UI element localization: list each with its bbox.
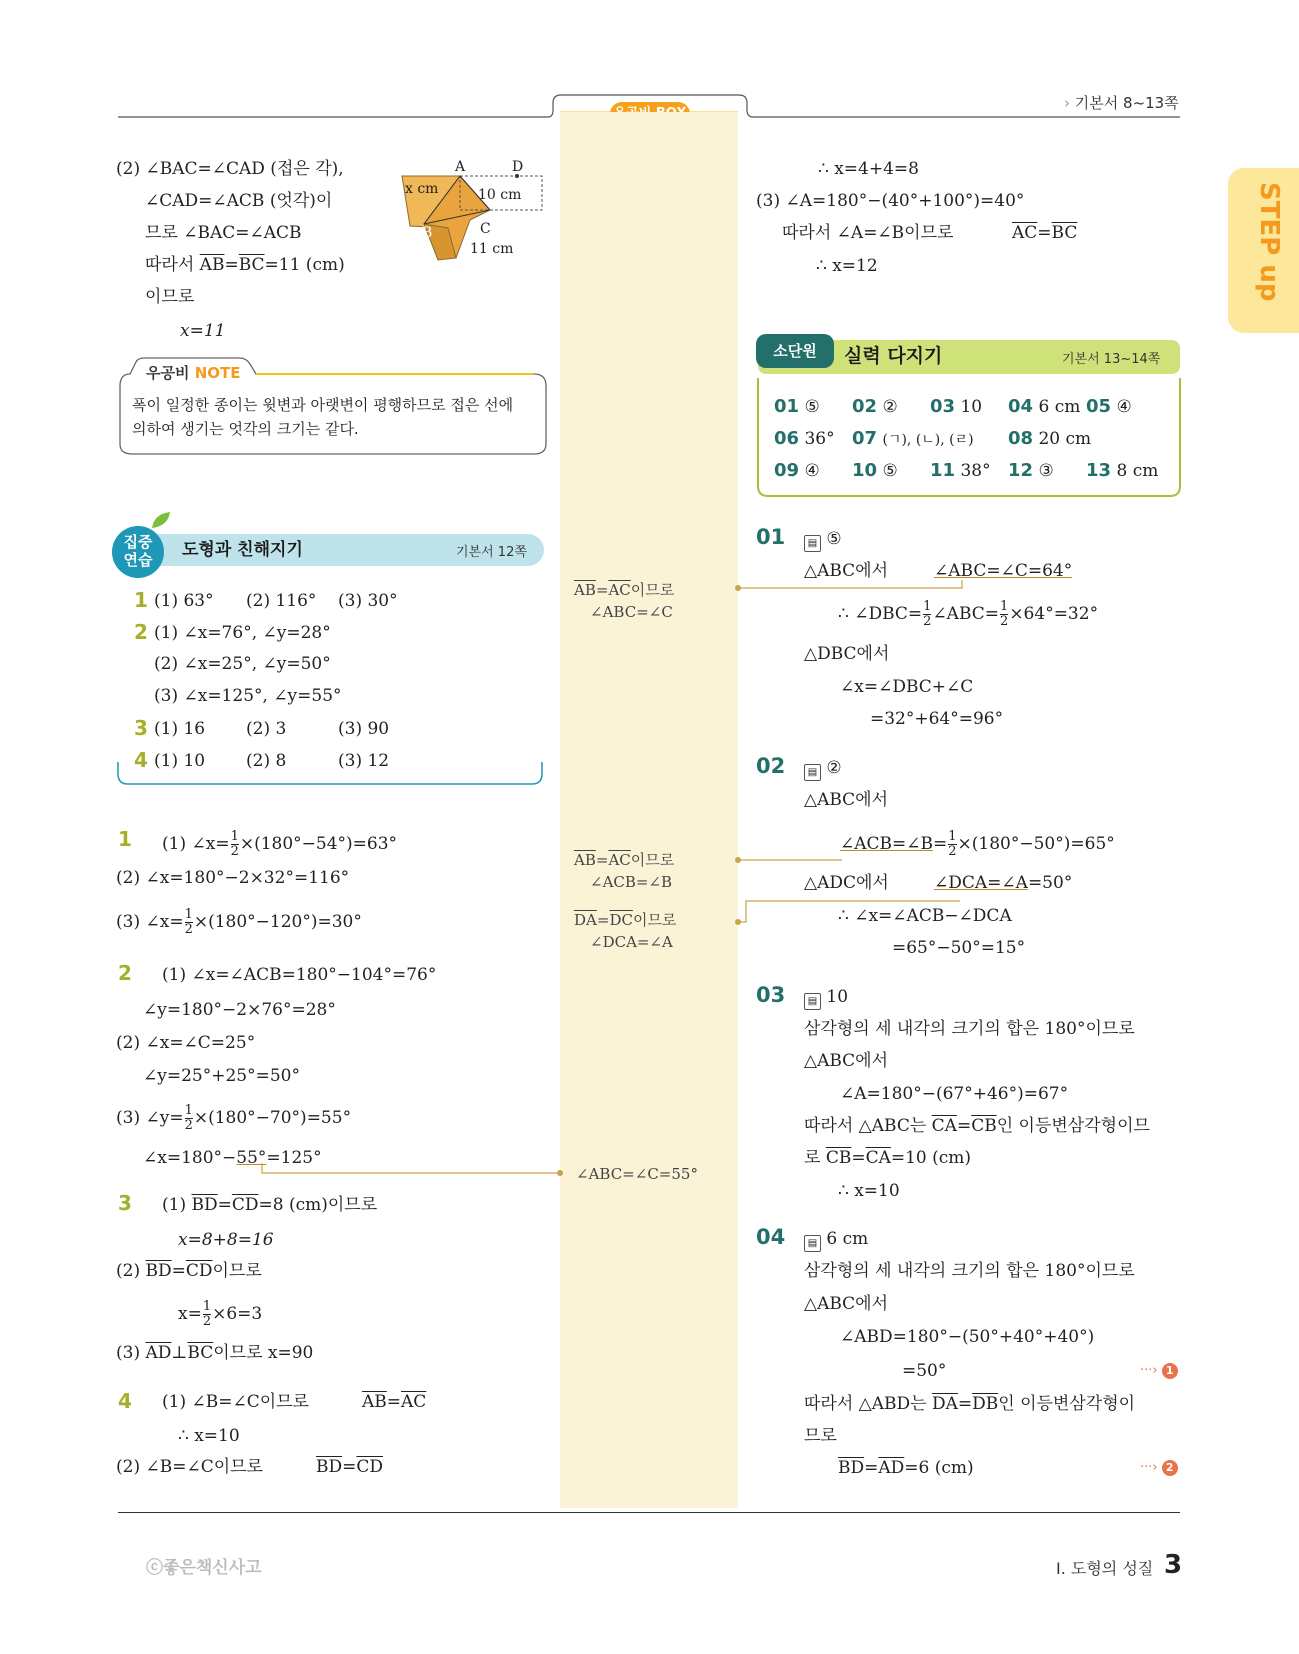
seg-bc: $\overline{BC}$ <box>238 255 265 275</box>
q01-line-1: △ABC에서 <box>804 561 889 581</box>
q04-line-5 <box>804 1393 1135 1415</box>
seg-bd: $\overline{BD}$ <box>316 1457 343 1477</box>
seg-da: $\overline{DA}$ <box>931 1394 958 1414</box>
practice-r4-b: (2) 8 <box>246 751 287 771</box>
seg-ca: $\overline{CA}$ <box>865 1148 891 1168</box>
marker-2: ···› 2 <box>1140 1457 1178 1479</box>
frac-num: 1 <box>923 599 932 614</box>
answer-num: 10 <box>852 460 878 481</box>
q03-l4-b: 인 이등변삼각형이므 <box>996 1116 1150 1136</box>
sol-2-e <box>116 1104 351 1133</box>
practice-row-1 <box>134 589 148 613</box>
box-hint-3b: ∠DCA=∠A <box>590 933 673 951</box>
seg-ac: $\overline{AC}$ <box>401 1392 427 1412</box>
frac-num: 1 <box>948 829 957 844</box>
q04-line-2: △ABC에서 <box>804 1294 889 1314</box>
answer-val: (ㄱ), (ㄴ), (ㄹ) <box>882 432 974 448</box>
sol-1-a <box>162 830 397 859</box>
q04-l7-b: =6 (cm) <box>904 1458 974 1478</box>
fraction-half <box>231 830 239 859</box>
intro-l4-a: 따라서 <box>145 255 200 275</box>
sol-3-d <box>178 1300 262 1329</box>
box-tail: 이므로 <box>630 851 675 869</box>
eq: = <box>957 1394 973 1414</box>
seg-ab: $\overline{AB}$ <box>574 851 596 869</box>
seg-bc: $\overline{BC}$ <box>1051 223 1078 243</box>
marker-1: ···› 1 <box>1140 1360 1178 1382</box>
answer-num: 09 <box>774 460 800 481</box>
answer-val: ⑤ <box>804 397 820 417</box>
practice-r1-c: (3) 30° <box>338 591 398 611</box>
practice-r2-a: (1) ∠x=76°, ∠y=28° <box>154 623 331 643</box>
answer-val: ④ <box>1116 397 1132 417</box>
q02-l2-mid: = <box>933 834 948 854</box>
sol-2-c: (2) ∠x=∠C=25° <box>116 1033 256 1053</box>
seg-ac: $\overline{AC}$ <box>608 581 631 599</box>
answer-val: 10 <box>960 397 983 417</box>
footer-chapter: Ⅰ. 도형의 성질 <box>1056 1559 1154 1578</box>
frac-num: 1 <box>184 907 193 922</box>
answer-02 <box>852 396 898 418</box>
folded-paper-figure <box>400 158 550 278</box>
marker-2-num: 2 <box>1162 1460 1178 1476</box>
answer-mark-icon: ▤ <box>804 535 821 552</box>
q01-ans: ⑤ <box>826 529 842 549</box>
answer-06 <box>774 428 835 450</box>
q03-l4-a: 따라서 △ABC는 <box>804 1116 932 1136</box>
s3a-pre: (1) <box>162 1195 192 1215</box>
row-num: 3 <box>134 716 148 740</box>
practice-r2-c: (3) ∠x=125°, ∠y=55° <box>154 686 342 706</box>
practice-ref: 기본서 12쪽 <box>456 545 527 560</box>
s3d-post: ×6=3 <box>212 1304 263 1324</box>
answer-11 <box>930 460 991 482</box>
frac-num: 1 <box>1000 599 1009 614</box>
answer-mark-icon: ▤ <box>804 1235 821 1252</box>
frac-den: 2 <box>184 1118 193 1133</box>
sol-3-e <box>116 1342 313 1364</box>
fraction-half <box>1000 600 1008 629</box>
box-hint-2a <box>574 850 674 871</box>
seg-ab: $\overline{AB}$ <box>362 1392 387 1412</box>
eq: = <box>224 255 239 275</box>
q04-line-7 <box>838 1457 974 1479</box>
answer-num: 05 <box>1086 396 1112 417</box>
seg-cb: $\overline{CB}$ <box>825 1148 852 1168</box>
practice-row-3 <box>134 717 148 741</box>
eq: = <box>171 1261 186 1281</box>
q02-line-5: =65°−50°=15° <box>892 938 1026 958</box>
fraction-half <box>948 830 956 859</box>
step-up-label: STEP up <box>1254 182 1284 302</box>
q03-line-1: 삼각형의 세 내각의 크기의 합은 180°이므로 <box>804 1019 1135 1039</box>
q01-line-5: =32°+64°=96° <box>870 709 1004 729</box>
box-hint-1a <box>574 580 674 601</box>
sol-4-a-seg <box>362 1391 426 1413</box>
answer-val: 6 cm <box>1038 397 1081 417</box>
practice-r1-a: (1) 63° <box>154 591 214 611</box>
q04-line-6: 므로 <box>804 1426 837 1446</box>
sol-2-d: ∠y=25°+25°=50° <box>143 1066 300 1086</box>
q01-l2-pre: ∴ ∠DBC= <box>838 604 923 624</box>
s3e-pre: (3) <box>116 1343 146 1363</box>
practice-row-2 <box>134 621 148 645</box>
answer-09 <box>774 460 820 482</box>
sol-2f-b: =125° <box>266 1148 322 1168</box>
box-tail: 이므로 <box>632 911 677 929</box>
unit-title: 실력 다지기 <box>844 345 943 367</box>
q03-line-3: ∠A=180°−(67°+46°)=67° <box>840 1084 1069 1104</box>
box-hint-2b: ∠ACB=∠B <box>590 873 673 891</box>
right-top-4: ∴ x=12 <box>816 256 878 276</box>
q02-num: 02 <box>756 754 786 778</box>
eq: = <box>595 581 609 599</box>
row-num: 4 <box>134 748 148 772</box>
answer-03 <box>930 396 982 418</box>
q03-line-5 <box>804 1147 971 1169</box>
chevron-right-icon: › <box>1064 94 1070 112</box>
q04-ans: 6 cm <box>826 1229 869 1249</box>
answer-04 <box>1008 396 1080 418</box>
frac-den: 2 <box>1000 614 1009 629</box>
header-ref <box>1064 92 1179 113</box>
q02-l3-post: =50° <box>1027 873 1073 893</box>
answer-val: ③ <box>1038 461 1054 481</box>
sol-2-a: (1) ∠x=∠ACB=180°−104°=76° <box>162 965 437 985</box>
frac-den: 2 <box>184 922 193 937</box>
seg-ab: $\overline{AB}$ <box>199 255 225 275</box>
label-c: C <box>480 221 491 237</box>
footer-publisher: ⓒ좋은책신사고 <box>146 1558 262 1578</box>
seg-db: $\overline{DB}$ <box>972 1394 999 1414</box>
answer-mark-icon: ▤ <box>804 764 821 781</box>
step-up-tab[interactable] <box>1228 168 1299 333</box>
sol-2-num: 2 <box>118 961 132 985</box>
answer-num: 04 <box>1008 396 1034 417</box>
eq: = <box>956 1116 972 1136</box>
practice-r3-a: (1) 16 <box>154 719 206 739</box>
fraction-half <box>185 908 193 937</box>
q03-answer <box>804 986 848 1010</box>
row-num: 1 <box>134 588 148 612</box>
s3c-pre: (2) <box>116 1261 146 1281</box>
q04-l5-b: 인 이등변삼각형이 <box>998 1394 1136 1414</box>
frac-num: 1 <box>230 829 239 844</box>
box-hint-1b: ∠ABC=∠C <box>590 603 673 621</box>
answer-01 <box>774 396 820 418</box>
answer-num: 01 <box>774 396 800 417</box>
label-b: B <box>422 225 433 241</box>
q01-line-3: △DBC에서 <box>804 644 890 664</box>
s3d-pre: x= <box>178 1304 202 1324</box>
frac-num: 1 <box>202 1299 212 1314</box>
box-hint-4: ∠ABC=∠C=55° <box>576 1165 698 1183</box>
answer-mark-icon: ▤ <box>804 993 821 1010</box>
answer-num: 12 <box>1008 460 1034 481</box>
sol-1-c <box>116 908 362 937</box>
box-hint-3a <box>574 910 676 931</box>
q03-ans: 10 <box>826 987 849 1007</box>
eq: = <box>595 851 609 869</box>
q02-l2-post: ×(180°−50°)=65° <box>957 834 1115 854</box>
seg-bc: $\overline{BC}$ <box>187 1343 214 1363</box>
answer-val: ⑤ <box>882 461 898 481</box>
q02-line-4: ∴ ∠x=∠ACB−∠DCA <box>838 906 1012 926</box>
practice-row-4 <box>134 749 148 773</box>
answer-val: 38° <box>960 461 991 481</box>
q02-answer <box>804 757 842 781</box>
practice-r2-b: (2) ∠x=25°, ∠y=50° <box>154 654 331 674</box>
hint-box-column <box>560 112 738 1508</box>
q03-l5-a: 로 <box>804 1148 826 1168</box>
seg-cd: $\overline{CD}$ <box>356 1457 384 1477</box>
answer-num: 06 <box>774 428 800 449</box>
note-title-a: 우공비 <box>146 364 195 382</box>
answer-num: 02 <box>852 396 878 417</box>
unit-ref: 기본서 13~14쪽 <box>1062 352 1161 367</box>
q01-answer <box>804 528 842 552</box>
box-tail: 이므로 <box>630 581 675 599</box>
q03-line-6: ∴ x=10 <box>838 1181 900 1201</box>
frac-den: 2 <box>230 844 239 859</box>
seg-cd: $\overline{CD}$ <box>185 1261 213 1281</box>
intro-line-2: ∠CAD=∠ACB (엇각)이 <box>145 191 333 211</box>
answer-num: 11 <box>930 460 956 481</box>
answer-05 <box>1086 396 1132 418</box>
fraction-half <box>203 1300 211 1329</box>
footer-rule <box>118 1512 1180 1513</box>
sol-1a-post: ×(180°−54°)=63° <box>239 834 398 854</box>
right-top-2: (3) ∠A=180°−(40°+100°)=40° <box>756 191 1025 211</box>
intro-line-1: (2) ∠BAC=∠CAD (접은 각), <box>116 159 344 179</box>
answer-val: ④ <box>804 461 820 481</box>
seg-ad: $\overline{AD}$ <box>878 1458 905 1478</box>
answer-12 <box>1008 460 1054 482</box>
seg-ac: $\overline{AC}$ <box>1012 223 1038 243</box>
sol-4-a: (1) ∠B=∠C이므로 <box>162 1392 309 1412</box>
answer-num: 07 <box>852 428 878 449</box>
eq: = <box>342 1457 357 1477</box>
frac-den: 2 <box>923 614 932 629</box>
sol-2f-underlined: 55° <box>236 1148 267 1168</box>
answer-val: 8 cm <box>1116 461 1159 481</box>
q02-l2-u: ∠ACB=∠B <box>840 834 934 854</box>
practice-r3-c: (3) 90 <box>338 719 390 739</box>
sol-3-a <box>162 1194 377 1216</box>
practice-r1-b: (2) 116° <box>246 591 317 611</box>
q03-l5-b: =10 (cm) <box>890 1148 972 1168</box>
leaf-icon <box>148 510 174 532</box>
answer-val: 36° <box>804 429 835 449</box>
q01-line-4: ∠x=∠DBC+∠C <box>840 677 974 697</box>
label-x-cm: x cm <box>405 181 439 197</box>
eq: = <box>1037 223 1052 243</box>
q01-line-1-underlined <box>934 560 1072 582</box>
sol-3-b: x=8+8=16 <box>178 1230 274 1250</box>
q02-line-3: △ADC에서 <box>804 873 889 893</box>
unit-badge: 소단원 <box>756 334 834 368</box>
label-11cm: 11 cm <box>470 241 514 257</box>
frac-den: 2 <box>202 1314 212 1329</box>
seg-cb: $\overline{CB}$ <box>971 1116 997 1136</box>
page-number: 3 <box>1164 1550 1183 1580</box>
q04-line-4: =50° <box>902 1361 947 1381</box>
eq: = <box>851 1148 866 1168</box>
answer-07 <box>852 428 974 451</box>
q04-line-1: 삼각형의 세 내각의 크기의 합은 180°이므로 <box>804 1261 1135 1281</box>
row-num: 2 <box>134 620 148 644</box>
sol-1c-pre: (3) ∠x= <box>116 912 184 932</box>
q04-num: 04 <box>756 1225 786 1249</box>
q04-l5-a: 따라서 △ABD는 <box>804 1394 932 1414</box>
fraction-half <box>185 1104 193 1133</box>
q02-l3-u: ∠DCA=∠A <box>934 873 1028 893</box>
sol-4-b: ∴ x=10 <box>178 1426 240 1446</box>
q02-line-1: △ABC에서 <box>804 790 889 810</box>
s3c-post: 이므로 <box>212 1261 262 1281</box>
q04-line-3: ∠ABD=180°−(50°+40°+40°) <box>840 1327 1095 1347</box>
answer-num: 03 <box>930 396 956 417</box>
q04-answer <box>804 1228 868 1252</box>
label-a: A <box>455 159 466 175</box>
answer-num: 13 <box>1086 460 1112 481</box>
sol-2-b: ∠y=180°−2×76°=28° <box>143 1000 336 1020</box>
practice-badge <box>112 526 164 578</box>
intro-line-5: 이므로 <box>145 287 195 307</box>
seg-bd: $\overline{BD}$ <box>145 1261 172 1281</box>
seg-ab: $\overline{AB}$ <box>574 581 596 599</box>
seg-ad: $\overline{AD}$ <box>145 1343 172 1363</box>
sol-4-c-seg <box>316 1456 383 1478</box>
q03-num: 03 <box>756 983 786 1007</box>
right-top-3: 따라서 ∠A=∠B이므로 <box>782 223 954 243</box>
answer-10 <box>852 460 898 482</box>
intro-line-4 <box>145 254 345 276</box>
intro-line-6: x=11 <box>180 321 226 341</box>
marker-1-num: 1 <box>1162 1363 1178 1379</box>
sol-3-num: 3 <box>118 1191 132 1215</box>
seg-da: $\overline{DA}$ <box>574 911 597 929</box>
intro-l4-b: =11 (cm) <box>264 255 345 275</box>
eq: = <box>386 1392 402 1412</box>
intro-line-3: 므로 ∠BAC=∠ACB <box>145 223 302 243</box>
sol-3-c <box>116 1260 262 1282</box>
note-title-b: NOTE <box>194 364 241 382</box>
seg-bd: $\overline{BD}$ <box>191 1195 218 1215</box>
eq: = <box>864 1458 879 1478</box>
q01-l2-post: ×64°=32° <box>1009 604 1099 624</box>
seg-cd: $\overline{CD}$ <box>231 1195 259 1215</box>
header-ref-text: 기본서 8~13쪽 <box>1074 94 1179 112</box>
sol-4-c: (2) ∠B=∠C이므로 <box>116 1457 263 1477</box>
sol-2-f <box>143 1147 322 1169</box>
practice-title: 도형과 친해지기 <box>182 540 303 560</box>
q01-l2-mid: ∠ABC= <box>932 604 1000 624</box>
s3e-post: 이므로 x=90 <box>213 1343 314 1363</box>
practice-r4-c: (3) 12 <box>338 751 390 771</box>
seg-bd: $\overline{BD}$ <box>838 1458 865 1478</box>
sol-1c-post: ×(180°−120°)=30° <box>193 912 362 932</box>
q02-line-2 <box>840 830 1115 859</box>
q01-line-2 <box>838 600 1098 629</box>
q01-l1-u: ∠ABC=∠C=64° <box>934 561 1073 581</box>
badge-line-1: 집중 <box>123 533 153 551</box>
answer-val: ② <box>882 397 898 417</box>
seg-ac: $\overline{AC}$ <box>608 851 631 869</box>
seg-dc: $\overline{DC}$ <box>609 911 633 929</box>
seg-ca: $\overline{CA}$ <box>931 1116 957 1136</box>
q02-line-3-u <box>934 872 1072 894</box>
answer-val: 20 cm <box>1038 429 1092 449</box>
right-top-1: ∴ x=4+4=8 <box>818 159 919 179</box>
fraction-half <box>923 600 931 629</box>
badge-line-2: 연습 <box>123 551 153 569</box>
q03-line-4 <box>804 1115 1150 1137</box>
sol-2e-post: ×(180°−70°)=55° <box>193 1108 352 1128</box>
label-10cm: 10 cm <box>478 187 522 203</box>
note-title <box>146 362 241 383</box>
eq: = <box>217 1195 232 1215</box>
note-body-2: 의하여 생기는 엇각의 크기는 같다. <box>132 420 359 438</box>
eq: = <box>596 911 610 929</box>
sol-2f-a: ∠x=180°− <box>143 1148 237 1168</box>
label-d: D <box>512 159 524 175</box>
frac-den: 2 <box>948 844 957 859</box>
sol-4-num: 4 <box>118 1389 132 1413</box>
practice-r3-b: (2) 3 <box>246 719 287 739</box>
answer-13 <box>1086 460 1158 482</box>
sol-1-b: (2) ∠x=180°−2×32°=116° <box>116 868 350 888</box>
sol-2e-pre: (3) ∠y= <box>116 1108 184 1128</box>
note-body-1: 폭이 일정한 종이는 윗변과 아랫변이 평행하므로 접은 선에 <box>132 396 514 414</box>
sol-1-num: 1 <box>118 827 132 851</box>
perp: ⊥ <box>171 1343 188 1363</box>
frac-num: 1 <box>184 1103 193 1118</box>
q01-num: 01 <box>756 525 786 549</box>
s3a-post: =8 (cm)이므로 <box>258 1195 378 1215</box>
q03-line-2: △ABC에서 <box>804 1051 889 1071</box>
answer-num: 08 <box>1008 428 1034 449</box>
q02-ans: ② <box>826 758 842 778</box>
answer-08 <box>1008 428 1091 450</box>
practice-r4-a: (1) 10 <box>154 751 206 771</box>
sol-1a-pre: (1) ∠x= <box>162 834 230 854</box>
right-top-3-seg <box>1012 222 1077 244</box>
